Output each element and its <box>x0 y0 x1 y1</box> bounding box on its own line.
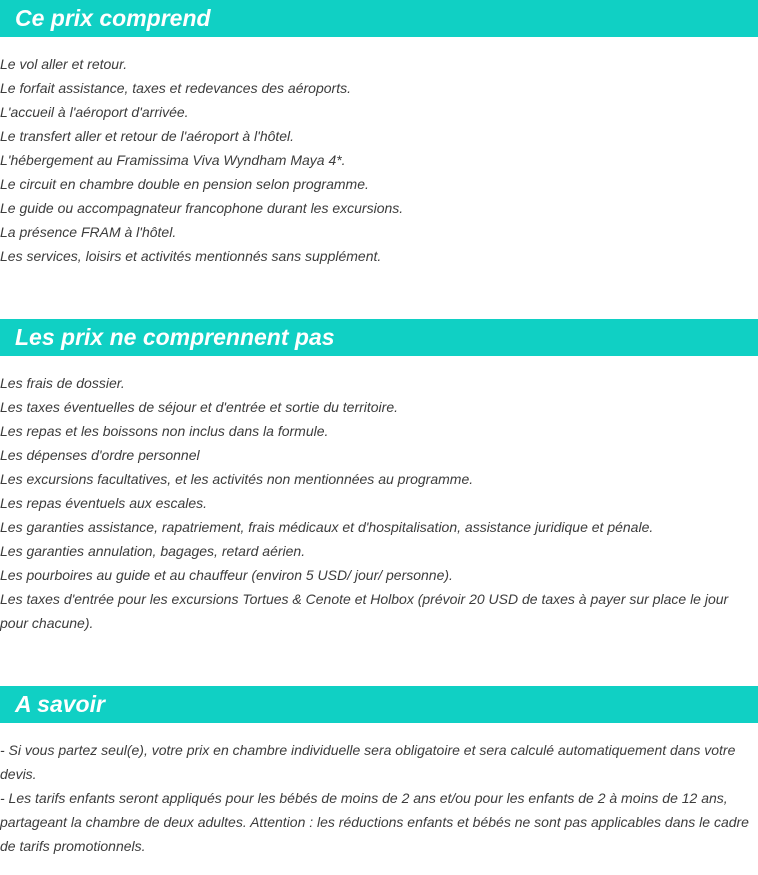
not-included-list <box>0 371 758 635</box>
list-item: Les excursions facultatives, et les activités non mentionnées au programme. <box>0 471 474 487</box>
list-item: - Si vous partez seul(e), votre prix en chambre individuelle sera obligatoire et sera calculé automatiquement dans votre devis. <box>0 742 736 782</box>
list-item: Les pourboires au guide et au chauffeur (environ 5 USD/ jour/ personne). <box>0 567 453 583</box>
list-item: Le guide ou accompagnateur francophone durant les excursions. <box>0 200 404 216</box>
list-item: L'hébergement au Framissima Viva Wyndham Maya 4*. <box>0 152 346 168</box>
list-item: L'accueil à l'aéroport d'arrivée. <box>0 104 189 120</box>
list-item: Les garanties annulation, bagages, retard aérien. <box>0 543 306 559</box>
list-item: Le circuit en chambre double en pension selon programme. <box>0 176 369 192</box>
list-item: Les repas et les boissons non inclus dans la formule. <box>0 423 329 439</box>
section-header-included: Ce prix comprend <box>0 0 758 37</box>
list-item: - Les tarifs enfants seront appliqués pour les bébés de moins de 2 ans et/ou pour les enfants de 2 à moins de 12 ans, partageant la chambre de deux adultes. Attention : les réductions enfants et bébés ne sont pas applicables dans le cadre de tarifs promotionnels. <box>0 790 749 854</box>
section-header-not-included: Les prix ne comprennent pas <box>0 319 758 356</box>
section-header-good-to-know: A savoir <box>0 686 758 723</box>
list-item: La présence FRAM à l'hôtel. <box>0 224 177 240</box>
good-to-know-list <box>0 738 758 858</box>
list-item: Les repas éventuels aux escales. <box>0 495 208 511</box>
list-item: Les garanties assistance, rapatriement, frais médicaux et d'hospitalisation, assistance juridique et pénale. <box>0 519 654 535</box>
included-list <box>0 52 758 268</box>
list-item: Les frais de dossier. <box>0 375 125 391</box>
list-item: Les services, loisirs et activités mentionnés sans supplément. <box>0 248 382 264</box>
list-item: Les taxes éventuelles de séjour et d'entrée et sortie du territoire. <box>0 399 399 415</box>
list-item: Le transfert aller et retour de l'aéroport à l'hôtel. <box>0 128 295 144</box>
list-item: Les dépenses d'ordre personnel <box>0 447 200 463</box>
list-item: Le vol aller et retour. <box>0 56 128 72</box>
list-item: Le forfait assistance, taxes et redevances des aéroports. <box>0 80 351 96</box>
list-item: Les taxes d'entrée pour les excursions Tortues & Cenote et Holbox (prévoir 20 USD de taxes à payer sur place le jour pour chacune). <box>0 591 729 631</box>
